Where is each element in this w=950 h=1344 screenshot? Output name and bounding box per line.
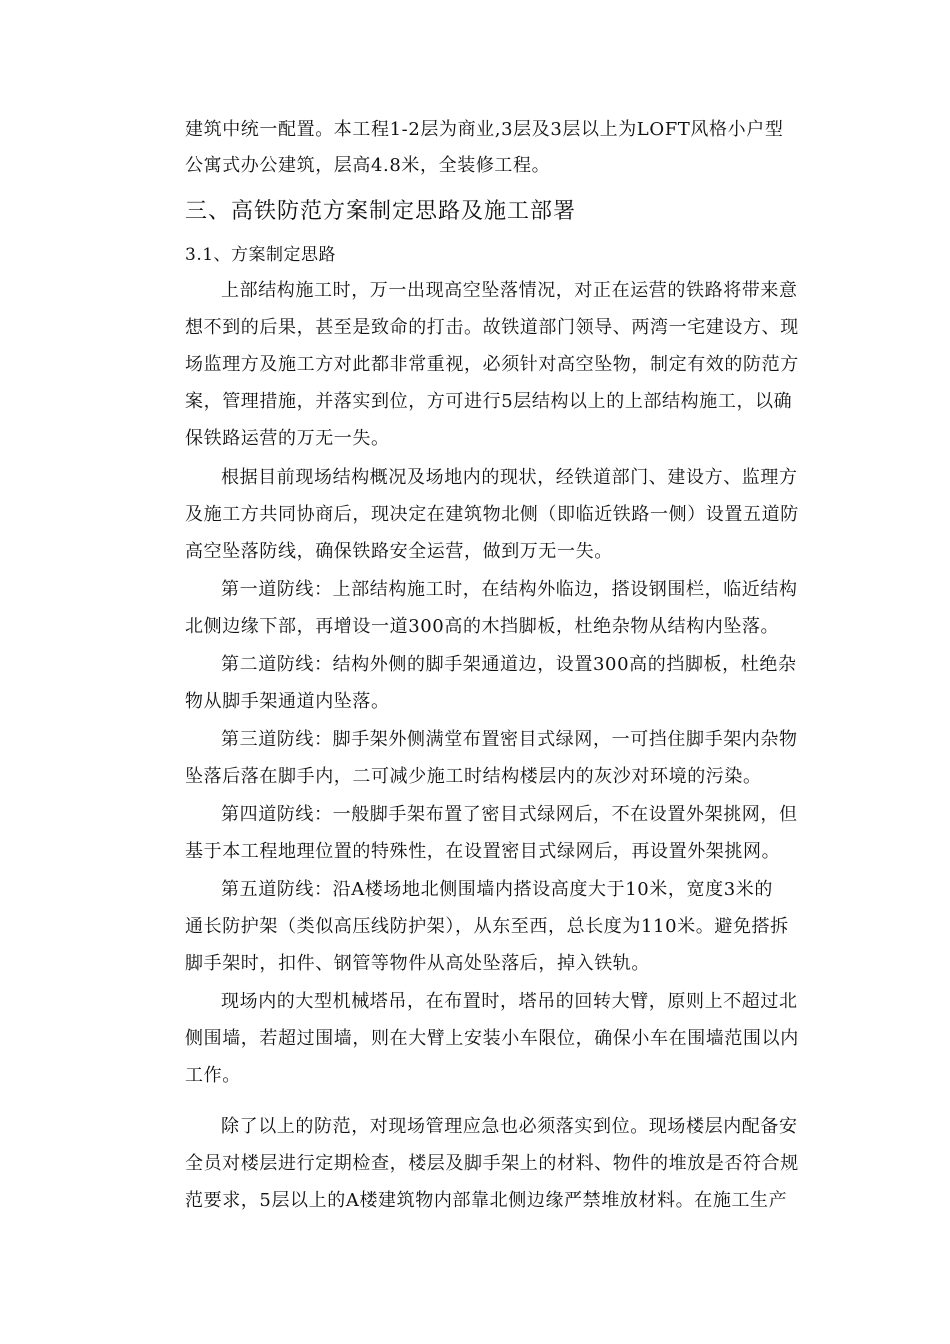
paragraph-line: 侧围墙，若超过围墙，则在大臂上安装小车限位，确保小车在围墙范围以内	[185, 1028, 799, 1049]
paragraph-line: 第一道防线：上部结构施工时，在结构外临边，搭设钢围栏，临近结构	[221, 579, 798, 600]
paragraph-line: 高空坠落防线，确保铁路安全运营，做到万无一失。	[185, 541, 613, 562]
intro-line: 公寓式办公建筑，层高4.8米，全装修工程。	[185, 155, 551, 176]
paragraph-line: 除了以上的防范，对现场管理应急也必须落实到位。现场楼层内配备安	[221, 1116, 798, 1137]
paragraph-line: 及施工方共同协商后，现决定在建筑物北侧（即临近铁路一侧）设置五道防	[185, 504, 799, 525]
paragraph-line: 范要求，5层以上的A楼建筑物内部靠北侧边缘严禁堆放材料。在施工生产	[185, 1190, 788, 1211]
paragraph-line: 上部结构施工时，万一出现高空坠落情况，对正在运营的铁路将带来意	[221, 280, 798, 301]
paragraph-line: 通长防护架（类似高压线防护架），从东至西，总长度为110米。避免搭拆	[185, 916, 789, 937]
paragraph-line: 坠落后落在脚手内，二可减少施工时结构楼层内的灰沙对环境的污染。	[185, 766, 762, 787]
paragraph-line: 根据目前现场结构概况及场地内的现状，经铁道部门、建设方、监理方	[221, 467, 798, 488]
paragraph-line: 现场内的大型机械塔吊，在布置时，塔吊的回转大臂，原则上不超过北	[221, 991, 798, 1012]
paragraph-line: 第四道防线：一般脚手架布置了密目式绿网后，不在设置外架挑网，但	[221, 804, 798, 825]
subsection-title: 3.1、方案制定思路	[185, 245, 337, 265]
paragraph-line: 脚手架时，扣件、钢管等物件从高处坠落后，掉入铁轨。	[185, 953, 650, 974]
paragraph-line: 物从脚手架通道内坠落。	[185, 691, 390, 712]
paragraph-line: 第五道防线：沿A楼场地北侧围墙内搭设高度大于10米，宽度3米的	[221, 879, 773, 900]
paragraph-line: 想不到的后果，甚至是致命的打击。故铁道部门领导、两湾一宅建设方、现	[185, 317, 799, 338]
section-title: 三、高铁防范方案制定思路及施工部署	[185, 199, 577, 224]
intro-line: 建筑中统一配置。本工程1-2层为商业,3层及3层以上为LOFT风格小户型	[185, 119, 784, 140]
paragraph-line: 工作。	[185, 1065, 241, 1086]
paragraph-line: 场监理方及施工方对此都非常重视，必须针对高空坠物，制定有效的防范方	[185, 354, 799, 375]
paragraph-line: 第二道防线：结构外侧的脚手架通道边，设置300高的挡脚板，杜绝杂	[221, 654, 797, 675]
paragraph-line: 全员对楼层进行定期检查，楼层及脚手架上的材料、物件的堆放是否符合规	[185, 1153, 799, 1174]
paragraph-line: 基于本工程地理位置的特殊性，在设置密目式绿网后，再设置外架挑网。	[185, 841, 781, 862]
paragraph-line: 保铁路运营的万无一失。	[185, 428, 390, 449]
paragraph-line: 第三道防线：脚手架外侧满堂布置密目式绿网，一可挡住脚手架内杂物	[221, 729, 798, 750]
paragraph-line: 北侧边缘下部，再增设一道300高的木挡脚板，杜绝杂物从结构内坠落。	[185, 616, 780, 637]
paragraph-line: 案，管理措施，并落实到位，方可进行5层结构以上的上部结构施工，以确	[185, 391, 793, 412]
